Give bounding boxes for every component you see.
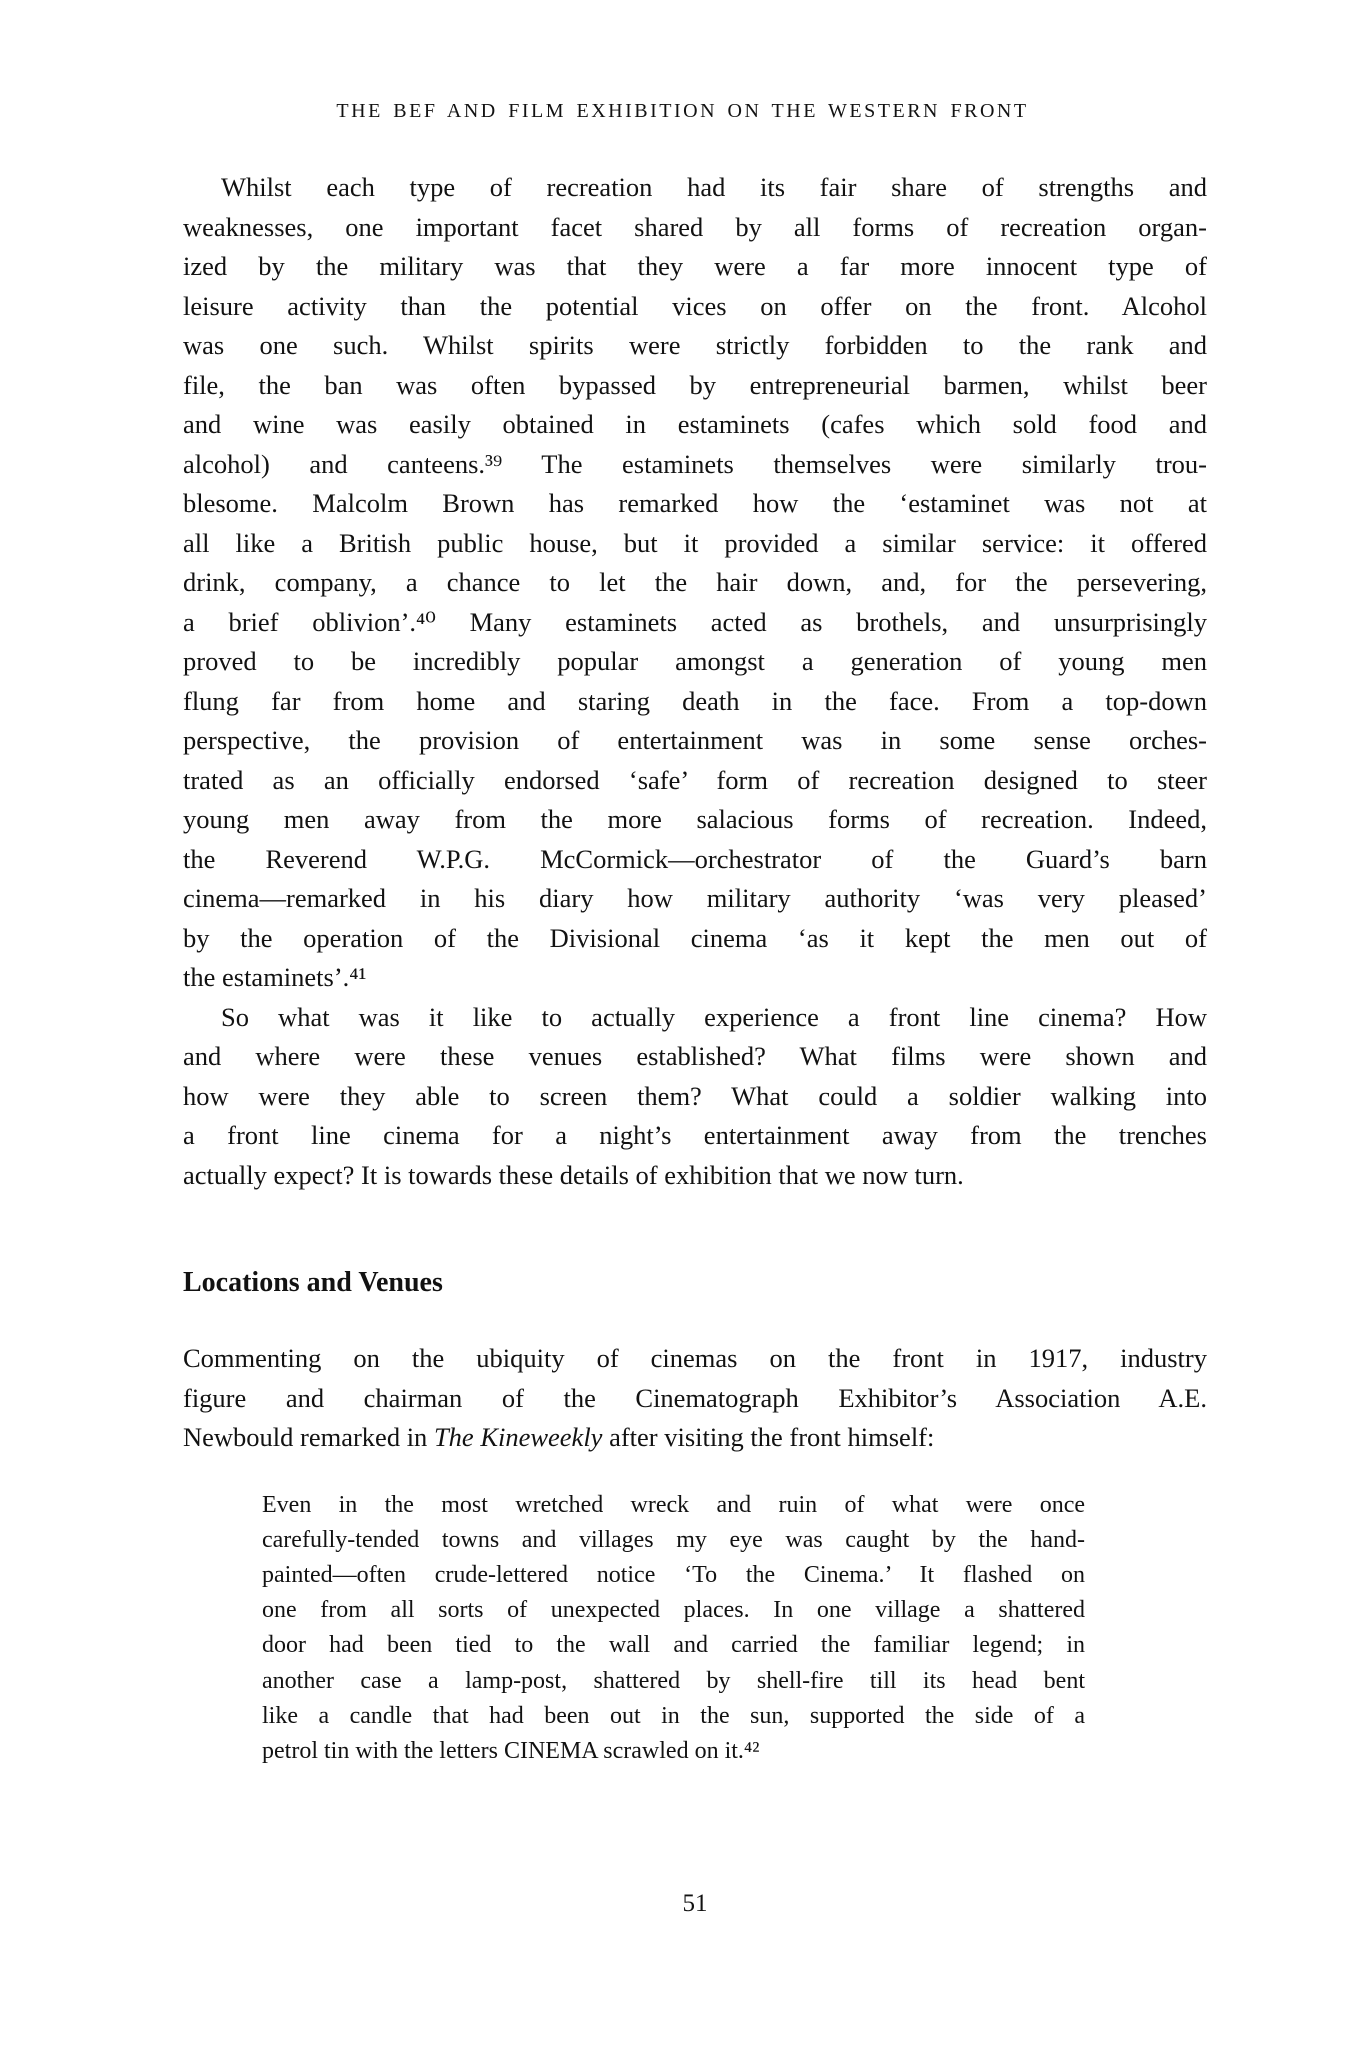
text-line: Whilst each type of recreation had its fair share of strengths and xyxy=(221,172,1207,202)
text-line: figure and chairman of the Cinematograph Exhibitor’s Association A.E. xyxy=(183,1382,1207,1413)
text-line: carefully-tended towns and villages my eye was caught by the hand- xyxy=(262,1526,1085,1553)
text-line: a front line cinema for a night’s entertainment away from the trenches xyxy=(183,1120,1207,1150)
paragraph-newbould-intro xyxy=(183,1339,1207,1458)
block-quote-kineweekly xyxy=(262,1488,1085,1770)
text-line: trated as an officially endorsed ‘safe’ form of recreation designed to steer xyxy=(183,764,1207,795)
section-heading-locations-and-venues: Locations and Venues xyxy=(183,1267,443,1298)
text-line: by the operation of the Divisional cinema ‘as it kept the men out of xyxy=(183,922,1207,953)
text-line: a brief oblivion’.⁴⁰ Many estaminets acted as brothels, and unsurprisingly xyxy=(183,606,1207,637)
paragraph-front-line-questions xyxy=(183,998,1207,1196)
text-line: and wine was easily obtained in estaminets (cafes which sold food and xyxy=(183,409,1207,439)
text-line: drink, company, a chance to let the hair down, and, for the persevering, xyxy=(183,567,1207,597)
text-line: all like a British public house, but it provided a similar service: it offered xyxy=(183,527,1207,558)
text-line: So what was it like to actually experience a front line cinema? How xyxy=(221,1001,1207,1032)
text-line: the estaminets’.⁴¹ xyxy=(183,962,367,992)
text-segment: after visiting the front himself: xyxy=(602,1422,935,1452)
text-line: another case a lamp-post, shattered by shell-fire till its head bent xyxy=(262,1667,1085,1694)
text-line: leisure activity than the potential vices on offer on the front. Alcohol xyxy=(183,290,1207,321)
page-number: 51 xyxy=(682,1890,708,1918)
text-block xyxy=(183,168,1207,1769)
text-line: one from all sorts of unexpected places. In one village a shattered xyxy=(262,1597,1085,1624)
text-line: and where were these venues established? What films were shown and xyxy=(183,1041,1207,1071)
text-segment: Newbould remarked in xyxy=(183,1422,434,1452)
text-line: painted—often crude-lettered notice ‘To the Cinema.’ It flashed on xyxy=(262,1561,1085,1588)
journal-title-italic: The Kineweekly xyxy=(433,1422,603,1452)
text-line: proved to be incredibly popular amongst a generation of young men xyxy=(183,646,1207,676)
paragraph-recreation-vices xyxy=(183,168,1207,998)
text-line: blesome. Malcolm Brown has remarked how the ‘estaminet was not at xyxy=(183,488,1207,518)
text-line: weaknesses, one important facet shared by all forms of recreation organ- xyxy=(183,211,1207,242)
text-line: alcohol) and canteens.³⁹ The estaminets themselves were similarly trou- xyxy=(183,448,1207,479)
text-line: petrol tin with the letters CINEMA scrawled on it.⁴² xyxy=(262,1737,760,1764)
text-line: door had been tied to the wall and carried the familiar legend; in xyxy=(262,1632,1085,1659)
text-line: actually expect? It is towards these details of exhibition that we now turn. xyxy=(183,1159,964,1190)
running-header: THE BEF AND FILM EXHIBITION ON THE WESTERN FRONT xyxy=(336,100,1029,122)
text-line: Even in the most wretched wreck and ruin of what were once xyxy=(262,1491,1085,1518)
text-line: how were they able to screen them? What could a soldier walking into xyxy=(183,1080,1207,1111)
text-line: young men away from the more salacious forms of recreation. Indeed, xyxy=(183,804,1207,834)
text-line xyxy=(183,1418,1207,1458)
text-line: like a candle that had been out in the sun, supported the side of a xyxy=(262,1702,1085,1729)
text-line: ized by the military was that they were a far more innocent type of xyxy=(183,251,1207,281)
text-line: the Reverend W.P.G. McCormick—orchestrator of the Guard’s barn xyxy=(183,843,1207,874)
text-line: file, the ban was often bypassed by entrepreneurial barmen, whilst beer xyxy=(183,369,1207,400)
text-line: perspective, the provision of entertainment was in some sense orches- xyxy=(183,725,1207,755)
text-line: cinema—remarked in his diary how military authority ‘was very pleased’ xyxy=(183,883,1207,913)
text-line: flung far from home and staring death in the face. From a top-down xyxy=(183,685,1207,716)
text-line: was one such. Whilst spirits were strictly forbidden to the rank and xyxy=(183,330,1207,360)
text-line: Commenting on the ubiquity of cinemas on the front in 1917, industry xyxy=(183,1343,1207,1373)
